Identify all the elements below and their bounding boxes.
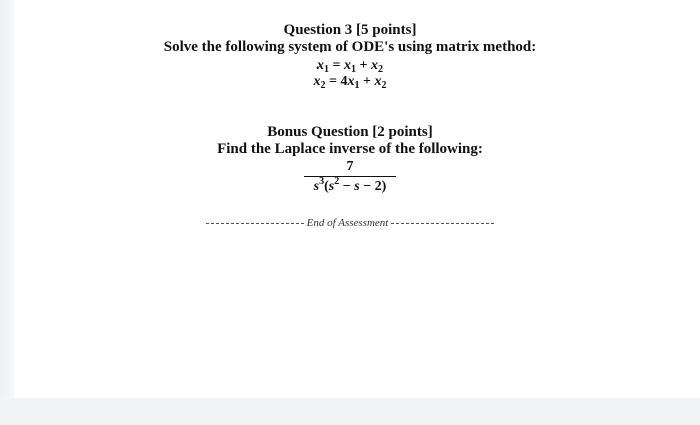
- equation-1: ˙ $x_1 = x_1 + x_2$: [0, 57, 700, 74]
- dashed-rule-left: [206, 223, 304, 224]
- bonus-title: Bonus Question [2 points]: [267, 124, 433, 140]
- equation-2: ˙ $x_2 = 4x_1 + x_2$: [0, 73, 700, 90]
- laplace-fraction: [0, 157, 700, 195]
- dashed-rule-right: [391, 223, 494, 224]
- question-title: Question 3 [5 points]: [283, 22, 417, 38]
- bottom-margin-strip: [0, 398, 700, 425]
- end-of-assessment-line: [0, 215, 700, 231]
- bonus-prompt: Find the Laplace inverse of the following:: [217, 141, 483, 157]
- end-of-assessment-text: End of Assessment: [306, 217, 389, 229]
- fraction-denominator: $s^3(s^2 - s - 2)$: [313, 176, 387, 194]
- fraction-numerator: 7: [346, 159, 354, 174]
- question-prompt: Solve the following system of ODE's using matrix method:: [163, 39, 537, 55]
